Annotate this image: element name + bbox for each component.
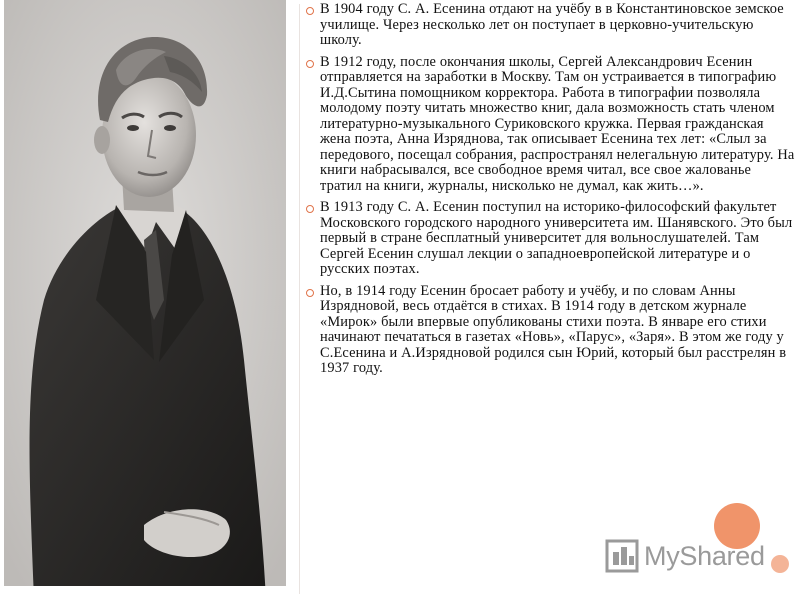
list-item (302, 284, 796, 377)
divider-line (299, 4, 300, 594)
list-item-text: В 1913 году С. А. Есенин поступил на историко-философский факультет Московского городского народного университета им. Шанявского. Это был первый в стране бесплатный университет для вольнослушателей. Там Сергей Есенин слушал лекции о западноевропейской литературе и о русских поэтах. (320, 199, 793, 277)
hollow-circle-bullet-icon (306, 205, 314, 213)
logo-text: MyShared (644, 540, 765, 571)
list-item (302, 55, 796, 195)
hollow-circle-bullet-icon (306, 289, 314, 297)
list-item-text: В 1912 году, после окончания школы, Сергей Александрович Есенин отправляется на заработки в Москву. Там он устраивается в типографию И.Д.Сытина помощником корректора. Работа в типографии позволяла молодому поэту читать множество книг, дала возможность стать членом литературно-музыкального Суриковского кружка. Первая гражданская жена поэта, Анна Изряднова, так описывает Есенина тех лет: «Слыл за передового, посещал собрания, распространял нелегальную литературу. На книги набрасывался, все свободное время читал, все свое жалованье тратил на книги, журналы, нисколько не думал, как жить…». (320, 53, 795, 194)
hollow-circle-bullet-icon (306, 60, 314, 68)
hollow-circle-bullet-icon (306, 7, 314, 15)
list-item-text: Но, в 1914 году Есенин бросает работу и учёбу, и по словам Анны Изрядновой, весь отдаётся в стихах. В 1914 году в детском журнале «Мирок» были впервые опубликованы стихи поэта. В январе его стихи начинают печататься в газетах «Новь», «Парус», «Заря». В этом же году у С.Есенина и А.Изрядновой родился сын Юрий, который был расстрелян в 1937 году. (320, 282, 787, 376)
myshared-logo-icon (604, 538, 640, 574)
list-item (302, 200, 796, 278)
myshared-logo (604, 536, 765, 576)
accent-circle-small (771, 555, 789, 573)
portrait-photo (4, 0, 286, 586)
list-item-text: В 1904 году С. А. Есенина отдают на учёбу в в Константиновское земское училище. Через несколько лет он поступает в церковно-учительскую школу. (320, 1, 784, 48)
text-content (302, 2, 796, 383)
list-item (302, 2, 796, 49)
